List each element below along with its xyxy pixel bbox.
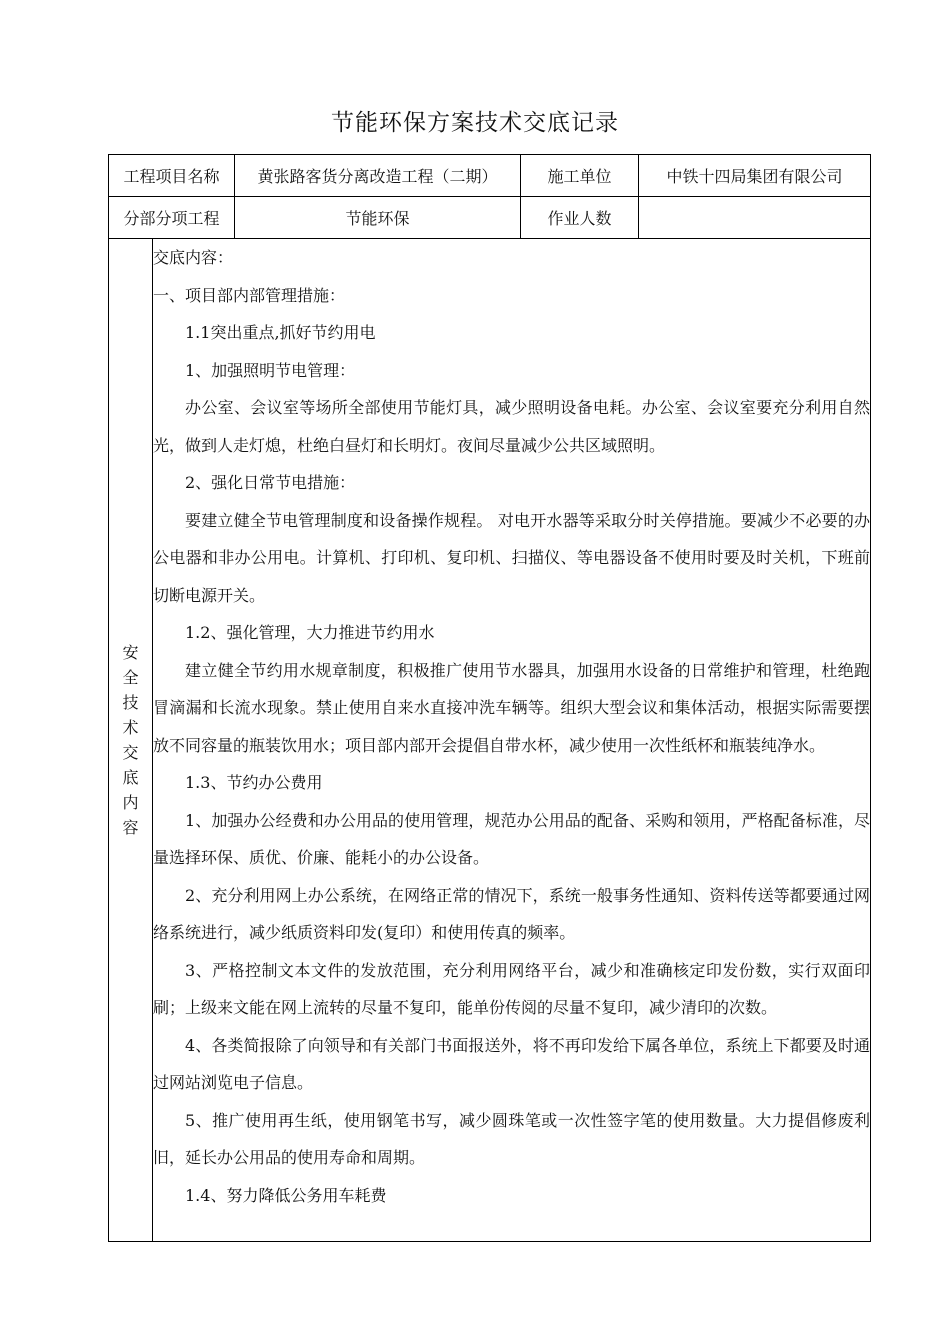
workers-label: 作业人数 bbox=[521, 197, 639, 239]
side-label: 安全技术交底内容 bbox=[122, 643, 139, 837]
item-lighting-body: 办公室、会议室等场所全部使用节能灯具，减少照明设备电耗。办公室、会议室要充分利用自然光，做到人走灯熄，杜绝白昼灯和长明灯。夜间尽量减少公共区域照明。 bbox=[153, 398, 871, 455]
intro-line: 交底内容： bbox=[153, 248, 234, 267]
water-saving-body: 建立健全节约用水规章制度，积极推广使用节水器具，加强用水设备的日常维护和管理，杜绝跑冒滴漏和长流水现象。禁止使用自来水直接冲洗车辆等。组织大型会议和集体活动，根据实际需要摆放不同容量的瓶装饮用水；项目部内部开会提倡自带水杯，减少使用一次性纸杯和瓶装纯净水。 bbox=[153, 660, 871, 755]
sub-project-label: 分部分项工程 bbox=[109, 197, 235, 239]
project-name-value: 黄张路客货分离改造工程（二期） bbox=[235, 155, 521, 197]
item-daily-power-body: 要建立健全节电管理制度和设备操作规程。 对电开水器等采取分时关停措施。要减少不必要的办公电器和非办公用电。计算机、打印机、复印机、扫描仪、等电器设备不使用时要及时关机，下班前切断电源开关。 bbox=[153, 510, 871, 605]
content-cell bbox=[153, 239, 871, 1242]
construction-unit-label: 施工单位 bbox=[521, 155, 639, 197]
subsection-1-3: 1.3、节约办公费用 bbox=[185, 773, 323, 792]
content-row bbox=[109, 239, 871, 1242]
office-item-5: 5、推广使用再生纸，使用钢笔书写，减少圆珠笔或一次性签字笔的使用数量。大力提倡修废利旧，延长办公用品的使用寿命和周期。 bbox=[153, 1110, 871, 1167]
header-row-project bbox=[109, 155, 871, 197]
office-item-1: 1、加强办公经费和办公用品的使用管理，规范办公用品的配备、采购和领用，严格配备标准，尽量选择环保、质优、价廉、能耗小的办公设备。 bbox=[153, 810, 871, 867]
workers-value bbox=[639, 197, 871, 239]
construction-unit-value: 中铁十四局集团有限公司 bbox=[639, 155, 871, 197]
record-table bbox=[108, 154, 871, 1242]
project-name-label: 工程项目名称 bbox=[109, 155, 235, 197]
office-item-3: 3、严格控制文本文件的发放范围，充分利用网络平台，减少和准确核定印发份数，实行双面印刷；上级来文能在网上流转的尽量不复印，能单份传阅的尽量不复印，减少清印的次数。 bbox=[153, 960, 871, 1017]
side-label-cell bbox=[109, 239, 153, 1242]
subsection-1-2: 1.2、强化管理，大力推进节约用水 bbox=[185, 623, 435, 642]
item-daily-power-title: 2、强化日常节电措施： bbox=[185, 473, 356, 492]
header-row-subproject bbox=[109, 197, 871, 239]
subsection-1-4: 1.4、努力降低公务用车耗费 bbox=[185, 1185, 387, 1205]
document-title: 节能环保方案技术交底记录 bbox=[331, 110, 619, 136]
subsection-1-1: 1.1突出重点,抓好节约用电 bbox=[185, 323, 376, 342]
office-item-4: 4、各类简报除了向领导和有关部门书面报送外，将不再印发给下属各单位，系统上下都要及时通过网站浏览电子信息。 bbox=[153, 1035, 871, 1092]
item-lighting-title: 1、加强照明节电管理： bbox=[185, 360, 356, 380]
office-item-2: 2、充分利用网上办公系统，在网络正常的情况下，系统一般事务性通知、资料传送等都要通过网络系统进行，减少纸质资料印发(复印）和使用传真的频率。 bbox=[153, 885, 871, 942]
sub-project-value: 节能环保 bbox=[235, 197, 521, 239]
section-1-heading: 一、项目部内部管理措施： bbox=[153, 285, 346, 305]
